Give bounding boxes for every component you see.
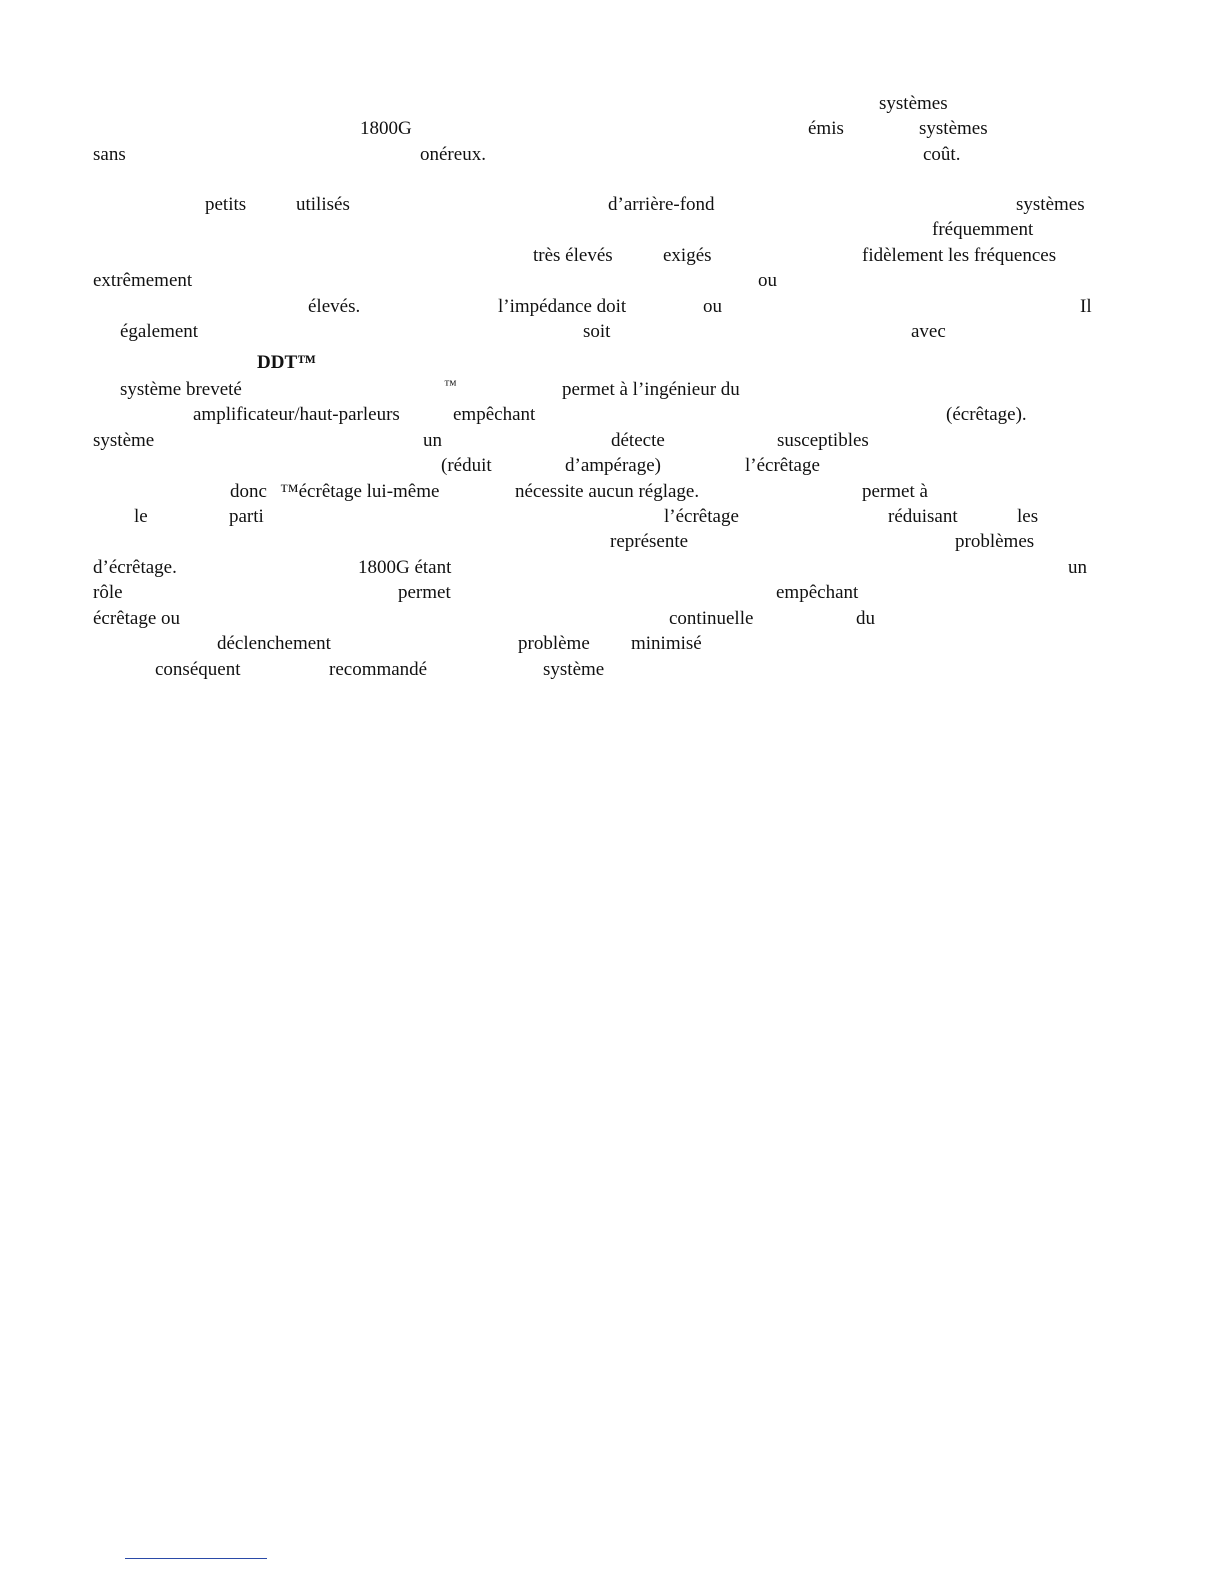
text-fragment: fidèlement les fréquences [862, 245, 1057, 266]
text-fragment: 1800G étant [358, 557, 452, 578]
text-fragment: un [1068, 557, 1087, 578]
text-fragment: système breveté [120, 379, 242, 400]
text-fragment: exigés [663, 245, 712, 266]
text-fragment: réduisant [888, 506, 958, 527]
text-fragment: (réduit [441, 455, 492, 476]
text-fragment: recommandé [329, 659, 428, 680]
text-fragment: système [93, 430, 155, 451]
text-fragment: un [423, 430, 442, 451]
text-fragment: susceptibles [777, 430, 869, 451]
text-fragment: coût. [923, 144, 961, 165]
text-fragment: continuelle [669, 608, 754, 629]
text-fragment: empêchant [776, 582, 859, 603]
text-fragment: du [856, 608, 875, 629]
text-fragment: fréquemment [932, 219, 1034, 240]
text-fragment: problèmes [955, 531, 1035, 552]
text-fragment: rôle [93, 582, 123, 603]
text-fragment: détecte [611, 430, 665, 451]
text-fragment: conséquent [155, 659, 241, 680]
text-fragment: ou [703, 296, 722, 317]
text-fragment: permet [398, 582, 451, 603]
text-fragment: utilisés [296, 194, 350, 215]
text-fragment: petits [205, 194, 247, 215]
text-fragment: système [543, 659, 605, 680]
text-fragment: écrêtage ou [93, 608, 181, 629]
text-fragment: l’impédance doit [498, 296, 627, 317]
text-fragment: (écrêtage). [946, 404, 1027, 425]
text-fragment: Il [1080, 296, 1092, 317]
text-fragment: les [1017, 506, 1039, 527]
text-fragment: très élevés [533, 245, 613, 266]
text-fragment: d’arrière-fond [608, 194, 715, 215]
text-fragment: l’écrêtage [664, 506, 739, 527]
text-fragment: systèmes [1016, 194, 1085, 215]
text-fragment: amplificateur/haut-parleurs [193, 404, 400, 425]
text-fragment: l’écrêtage [745, 455, 820, 476]
text-fragment: le [134, 506, 148, 527]
text-fragment: problème [518, 633, 590, 654]
text-fragment: soit [583, 321, 611, 342]
text-fragment: donc [230, 481, 267, 502]
text-fragment: parti [229, 506, 264, 527]
text-fragment: onéreux. [420, 144, 486, 165]
text-fragment: minimisé [631, 633, 702, 654]
text-fragment: avec [911, 321, 946, 342]
text-fragment: ™écrêtage lui-même [280, 481, 440, 502]
text-fragment: d’écrêtage. [93, 557, 177, 578]
text-fragment: permet à [862, 481, 928, 502]
text-fragment: nécessite aucun réglage. [515, 481, 700, 502]
text-fragment: également [120, 321, 199, 342]
text-fragment: ™ [444, 377, 457, 392]
text-fragment: ou [758, 270, 777, 291]
text-fragment: émis [808, 118, 844, 139]
text-fragment: d’ampérage) [565, 455, 661, 476]
section-heading: DDT™ [257, 352, 317, 373]
text-fragment: systèmes [879, 93, 948, 114]
text-fragment: élevés. [308, 296, 361, 317]
text-fragment: sans [93, 144, 126, 165]
text-fragment: permet à l’ingénieur du [562, 379, 740, 400]
text-fragment: extrêmement [93, 270, 193, 291]
text-fragment: déclenchement [217, 633, 331, 654]
text-fragment: systèmes [919, 118, 988, 139]
text-fragment: représente [610, 531, 689, 552]
text-fragment: empêchant [453, 404, 536, 425]
text-fragment: 1800G [360, 118, 412, 139]
footnote-separator [125, 1558, 267, 1559]
